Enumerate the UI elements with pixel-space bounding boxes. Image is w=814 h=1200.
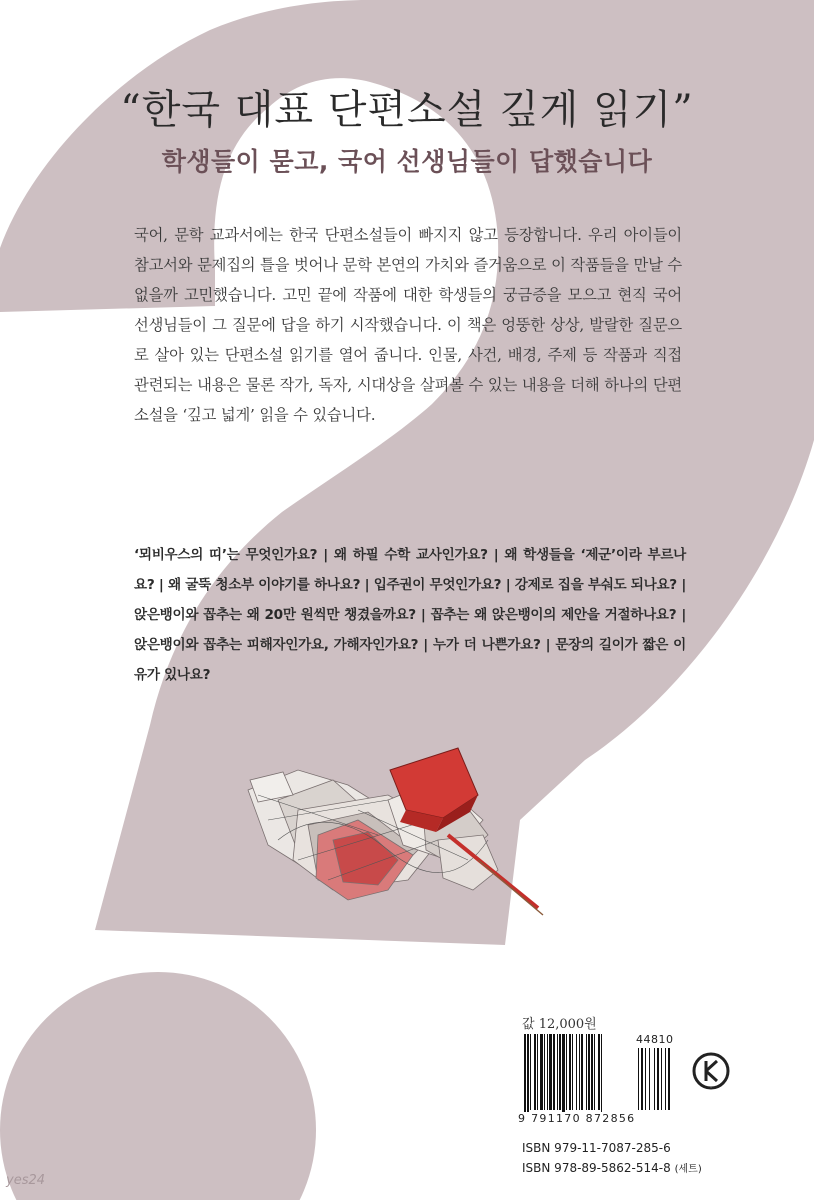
barcode-bar <box>547 1034 548 1110</box>
barcode-bar <box>588 1034 590 1110</box>
barcode-bar <box>566 1034 567 1110</box>
isbn-main: ISBN 979-11-7087-285-6 <box>522 1141 671 1155</box>
barcode-addon-bar <box>649 1048 650 1110</box>
barcode-number: 9 791170 872856 <box>518 1112 636 1125</box>
watermark-logo: yes24 <box>6 1173 46 1188</box>
barcode-bar <box>576 1034 577 1110</box>
barcode-addon-bar <box>661 1048 662 1110</box>
isbn-set <box>522 1160 702 1175</box>
isbn-set-number: ISBN 978-89-5862-514-8 <box>522 1161 671 1175</box>
kc-mark-text: KC <box>710 1088 712 1089</box>
barcode-bar <box>559 1034 561 1110</box>
book-subtitle: 학생들이 묻고, 국어 선생님들이 답했습니다 <box>161 147 653 176</box>
barcode-bar <box>527 1034 529 1112</box>
barcode-addon-bar <box>657 1048 659 1110</box>
barcode-bar <box>557 1034 558 1110</box>
barcode-bar <box>569 1034 571 1110</box>
barcode-bar <box>530 1034 531 1110</box>
barcode-addon-bar <box>654 1048 655 1110</box>
barcode-bar <box>544 1034 545 1110</box>
question-list: ‘뫼비우스의 띠’는 무엇인가요? | 왜 하필 수학 교사인가요? | 왜 학생들을 ‘제군’이라 부르나요? | 왜 굴뚝 청소부 이야기를 하나요? | 입주권이 무엇인가요? | 강제로 집을 부숴도 되나요? | 앉은뱅이와 꼽추는 왜 20만 원씩만 챙겼을까요? | 꼽추는 왜 앉은뱅이의 제안을 거절하나요? | 앉은뱅이와 꼽추는 피해자인가요, 가해자인가요? | 누가 더 나쁜가요? | 문장의 길이가 짧은 이유가 있나요? <box>134 547 686 683</box>
barcode-bar <box>540 1034 543 1110</box>
barcode-bar <box>598 1034 600 1110</box>
price-label: 값 12,000원 <box>522 1017 597 1032</box>
kc-certification-icon <box>692 1052 730 1090</box>
barcode-bar <box>586 1034 587 1110</box>
barcode-bar <box>534 1034 536 1110</box>
barcode-bar <box>572 1034 573 1110</box>
barcode-bar <box>549 1034 552 1110</box>
book-title: “한국 대표 단편소설 깊게 읽기” <box>120 87 694 133</box>
barcode-addon-bar <box>645 1048 646 1110</box>
barcode-addon-bar <box>665 1048 666 1110</box>
barcode-bar <box>537 1034 538 1110</box>
barcode-bar <box>524 1034 526 1112</box>
barcode-bar <box>594 1034 595 1110</box>
barcode-bar <box>601 1034 602 1112</box>
barcode-bar <box>562 1034 565 1112</box>
barcode-addon-bar <box>638 1048 639 1110</box>
barcode-bar <box>581 1034 583 1110</box>
question-mark-dot <box>0 972 316 1200</box>
barcode-addon-bar <box>641 1048 643 1110</box>
barcode-bar <box>591 1034 593 1110</box>
barcode-addon-number: 44810 <box>636 1033 674 1046</box>
barcode-bar <box>579 1034 580 1110</box>
barcode-addon-bar <box>668 1048 670 1110</box>
crumpled-paper-illustration <box>238 740 558 920</box>
isbn-set-note: (세트) <box>674 1164 702 1175</box>
description-paragraph: 국어, 문학 교과서에는 한국 단편소설들이 빠지지 않고 등장합니다. 우리 아이들이 참고서와 문제집의 틀을 벗어나 문학 본연의 가치와 즐거움으로 이 작품들을 만날 수 없을까 고민했습니다. 고민 끝에 작품에 대한 학생들의 궁금증을 모으고 현직 국어 선생님들이 그 질문에 답을 하기 시작했습니다. 이 책은 엉뚱한 상상, 발랄한 질문으로 살아 있는 단편소설 읽기를 열어 줍니다. 인물, 사건, 배경, 주제 등 작품과 직접 관련되는 내용은 물론 작가, 독자, 시대상을 살펴볼 수 있는 내용을 더해 하나의 단편소설을 ‘깊고 넓게’ 읽을 수 있습니다. <box>134 226 682 424</box>
barcode-bar <box>553 1034 555 1110</box>
